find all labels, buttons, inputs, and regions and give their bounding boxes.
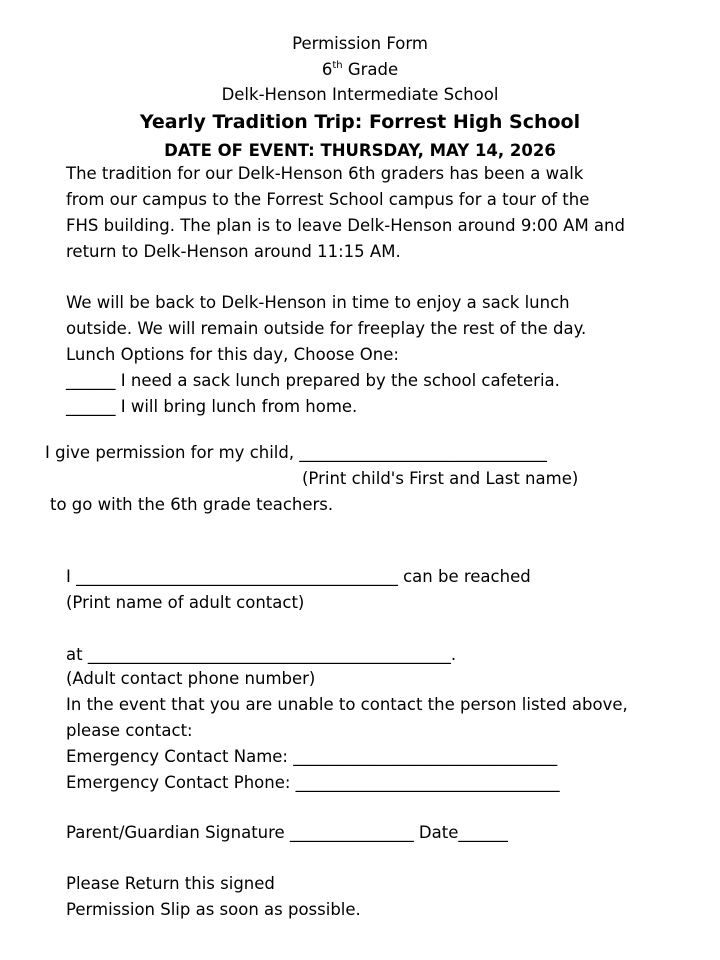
grade-word: Grade (342, 60, 399, 79)
return-note: Please Return this signed (66, 874, 275, 893)
signature-date-field[interactable]: Parent/Guardian Signature _______________ Date______ (66, 823, 508, 842)
child-name-field[interactable]: I give permission for my child, ______________________________ (45, 443, 547, 462)
child-name-hint: (Print child's First and Last name) (302, 469, 579, 488)
form-title: Permission Form (292, 34, 428, 53)
grade-suffix: th (332, 60, 343, 71)
lunch-line: We will be back to Delk-Henson in time to enjoy a sack lunch (66, 293, 570, 312)
adult-contact-hint: (Print name of adult contact) (66, 593, 305, 612)
adult-phone-hint: (Adult contact phone number) (66, 669, 316, 688)
lunch-prompt: Lunch Options for this day, Choose One: (66, 345, 399, 364)
intro-line: FHS building. The plan is to leave Delk-Henson around 9:00 AM and (66, 216, 625, 235)
permission-statement: to go with the 6th grade teachers. (50, 495, 334, 514)
lunch-option-home[interactable]: ______ I will bring lunch from home. (66, 397, 358, 416)
trip-title: Yearly Tradition Trip: Forrest High School (139, 111, 581, 133)
intro-line: return to Delk-Henson around 11:15 AM. (66, 242, 401, 261)
adult-contact-field[interactable]: I _______________________________________ can be reached (66, 567, 531, 586)
intro-line: The tradition for our Delk-Henson 6th graders has been a walk (66, 164, 584, 183)
intro-line: from our campus to the Forrest School campus for a tour of the (66, 190, 590, 209)
event-date: DATE OF EVENT: THURSDAY, MAY 14, 2026 (164, 141, 556, 160)
return-note: Permission Slip as soon as possible. (66, 900, 361, 919)
emergency-phone-field[interactable]: Emergency Contact Phone: ________________________________ (66, 773, 560, 792)
lunch-line: outside. We will remain outside for freeplay the rest of the day. (66, 319, 587, 338)
emergency-name-field[interactable]: Emergency Contact Name: ________________________________ (66, 747, 558, 766)
emergency-instructions: In the event that you are unable to contact the person listed above, (66, 695, 628, 714)
grade-heading (0, 59, 720, 81)
school-name: Delk-Henson Intermediate School (221, 85, 499, 104)
lunch-option-cafeteria[interactable]: ______ I need a sack lunch prepared by the school cafeteria. (66, 371, 560, 390)
adult-phone-field[interactable]: at ____________________________________________. (66, 645, 457, 664)
emergency-instructions: please contact: (66, 721, 193, 740)
grade-number: 6 (321, 60, 333, 79)
